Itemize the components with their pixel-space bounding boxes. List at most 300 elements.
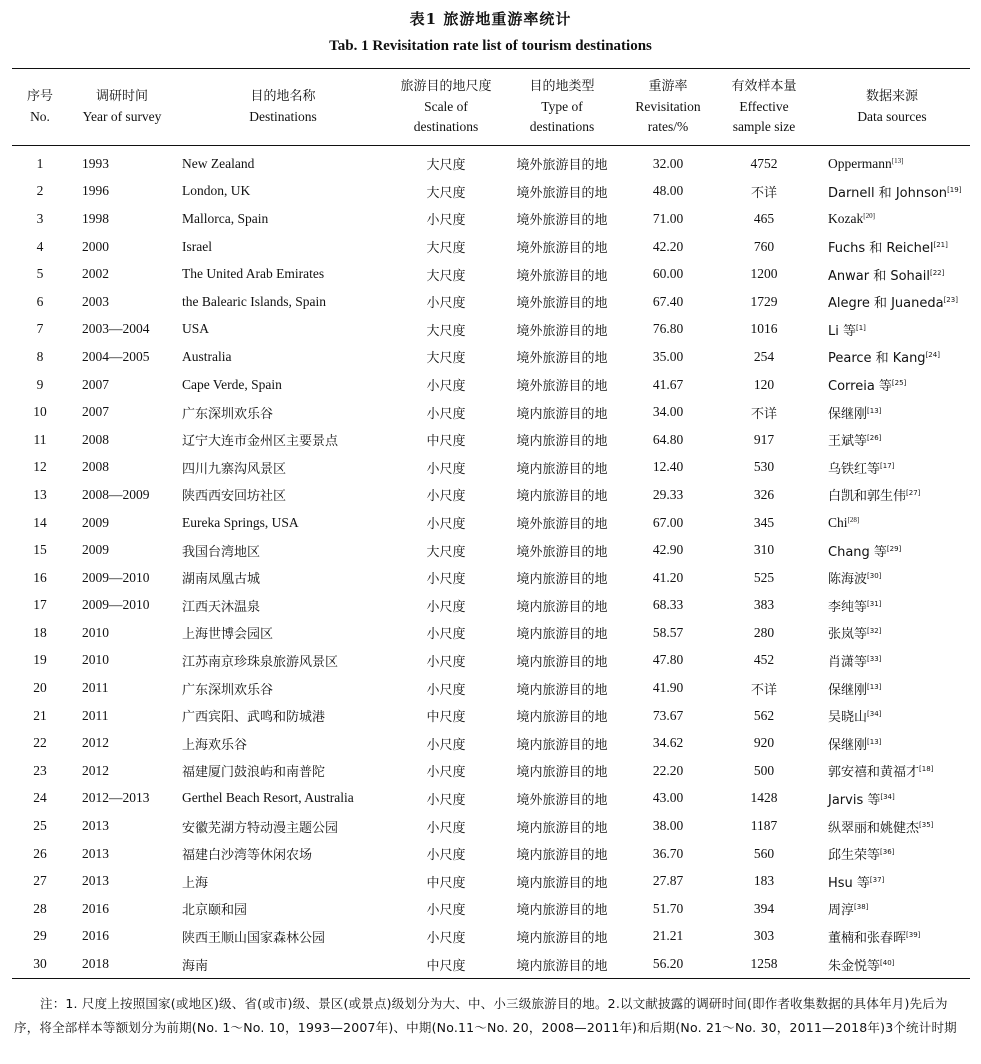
cell-type: 境内旅游目的地 xyxy=(516,820,608,836)
cell-type: 境内旅游目的地 xyxy=(516,489,608,505)
table-row xyxy=(12,288,970,316)
cell-year: 2008—2009 xyxy=(82,486,150,502)
cell-rate: 34.62 xyxy=(652,735,684,751)
cell-year: 2007 xyxy=(82,404,109,420)
cell-scale: 大尺度 xyxy=(426,241,466,257)
cell-year: 2000 xyxy=(82,238,109,254)
table-row xyxy=(12,702,970,730)
table-row xyxy=(12,619,970,647)
reference-marker: [39] xyxy=(906,930,921,939)
source-author: Correia 等 xyxy=(828,379,892,395)
cell-sample-size: 310 xyxy=(753,542,775,558)
source-author: 周淳 xyxy=(828,903,855,919)
source-author: Anwar 和 Sohail xyxy=(828,268,930,284)
cell-sample-size: 254 xyxy=(753,348,775,364)
cell-destination: 上海欢乐谷 xyxy=(182,737,248,753)
header-no: 序号 No. xyxy=(26,89,53,124)
cell-type: 境内旅游目的地 xyxy=(516,572,608,588)
cell-no: 11 xyxy=(33,431,47,447)
cell-year: 2008 xyxy=(82,459,109,475)
cell-data-source xyxy=(814,454,970,482)
cell-no: 29 xyxy=(33,928,47,944)
reference-marker: [24] xyxy=(925,351,940,360)
cell-type: 境外旅游目的地 xyxy=(516,323,608,339)
table-footnote: 注：1. 尺度上按照国家(或地区)级、省(或市)级、景区(或景点)级划分为大、中、小三级旅游目的地。2.以文献披露的调研时间(即作者收集数据的具体年月)先后为序，将全部样本等额划分为前期(No. 1～No. 10，1993—2007年)、中期(No.11～No. 20，2008—2011年)和后期(No. 21～No. 30，2011—2018年)3个统计时期 xyxy=(14,996,957,1035)
source-author: Li 等 xyxy=(828,323,856,339)
cell-rate: 27.87 xyxy=(652,873,684,889)
cell-rate: 41.67 xyxy=(652,376,684,392)
cell-destination: 上海世博会园区 xyxy=(182,627,274,643)
cell-rate: 41.90 xyxy=(652,680,684,696)
cell-scale: 大尺度 xyxy=(426,268,466,284)
cell-no: 25 xyxy=(33,818,47,834)
cell-year: 2016 xyxy=(82,900,109,916)
cell-data-source xyxy=(814,674,970,702)
cell-scale: 小尺度 xyxy=(426,461,466,477)
cell-data-source xyxy=(814,178,970,206)
cell-type: 境外旅游目的地 xyxy=(516,351,608,367)
cell-destination: 陕西西安回坊社区 xyxy=(182,489,287,505)
cell-no: 6 xyxy=(36,293,44,309)
table-row xyxy=(12,536,970,564)
cell-scale: 小尺度 xyxy=(426,213,466,229)
cell-scale: 中尺度 xyxy=(426,875,466,891)
cell-rate: 36.70 xyxy=(652,845,684,861)
table-row xyxy=(12,840,970,868)
cell-type: 境内旅游目的地 xyxy=(516,627,608,643)
reference-marker: [19] xyxy=(947,185,962,194)
cell-rate: 38.00 xyxy=(652,818,684,834)
cell-data-source xyxy=(814,343,970,371)
source-author: Jarvis 等 xyxy=(828,792,881,808)
source-author: Darnell 和 Johnson xyxy=(828,185,948,201)
table-row xyxy=(12,316,970,344)
cell-scale: 小尺度 xyxy=(426,517,466,533)
cell-rate: 21.21 xyxy=(652,928,684,944)
cell-year: 2018 xyxy=(82,956,109,972)
cell-rate: 73.67 xyxy=(652,707,684,723)
cell-sample-size: 1428 xyxy=(750,790,778,806)
cell-scale: 小尺度 xyxy=(426,296,466,312)
cell-year: 2004—2005 xyxy=(82,348,150,364)
cell-no: 10 xyxy=(33,404,47,420)
cell-type: 境内旅游目的地 xyxy=(516,654,608,670)
cell-no: 17 xyxy=(33,597,47,613)
cell-scale: 小尺度 xyxy=(426,682,466,698)
cell-sample-size: 452 xyxy=(753,652,775,668)
cell-no: 4 xyxy=(36,238,44,254)
reference-marker: [1] xyxy=(856,323,866,332)
reference-marker: [26] xyxy=(867,434,882,443)
cell-destination: 福建白沙湾等休闲农场 xyxy=(182,848,313,864)
cell-sample-size: 562 xyxy=(753,707,775,723)
reference-marker: [13] xyxy=(891,156,904,165)
cell-year: 2016 xyxy=(82,928,109,944)
cell-data-source xyxy=(814,371,970,399)
cell-rate: 51.70 xyxy=(652,900,684,916)
reference-marker: [13] xyxy=(867,406,882,415)
table-row xyxy=(12,757,970,785)
cell-destination: London, UK xyxy=(182,183,251,199)
cell-data-source xyxy=(814,757,970,785)
cell-destination: Mallorca, Spain xyxy=(182,210,269,226)
source-author: Kozak xyxy=(828,210,864,226)
reference-marker: [34] xyxy=(880,792,895,801)
cell-no: 12 xyxy=(33,459,47,475)
cell-type: 境内旅游目的地 xyxy=(516,848,608,864)
reference-marker: [22] xyxy=(929,268,945,277)
cell-sample-size: 不详 xyxy=(750,406,777,422)
cell-scale: 大尺度 xyxy=(426,351,466,367)
cell-rate: 68.33 xyxy=(652,597,684,613)
cell-data-source xyxy=(814,812,970,840)
cell-destination: Australia xyxy=(182,348,232,364)
cell-sample-size: 1258 xyxy=(750,956,778,972)
cell-type: 境内旅游目的地 xyxy=(516,710,608,726)
cell-data-source xyxy=(814,398,970,426)
cell-type: 境外旅游目的地 xyxy=(516,296,608,312)
cell-no: 18 xyxy=(33,624,47,640)
cell-year: 2011 xyxy=(82,680,109,696)
cell-rate: 67.00 xyxy=(652,514,684,530)
table-row xyxy=(12,426,970,454)
source-author: 保继刚 xyxy=(828,682,868,698)
cell-destination: USA xyxy=(182,321,210,337)
cell-type: 境内旅游目的地 xyxy=(516,958,608,974)
source-author: 保继刚 xyxy=(828,737,868,753)
cell-no: 7 xyxy=(36,321,44,337)
table-row xyxy=(12,146,970,178)
cell-type: 境内旅游目的地 xyxy=(516,406,608,422)
table-row xyxy=(12,674,970,702)
cell-destination: The United Arab Emirates xyxy=(182,266,325,282)
reference-marker: [27] xyxy=(906,489,921,498)
cell-type: 境外旅游目的地 xyxy=(516,792,608,808)
cell-no: 3 xyxy=(36,210,44,226)
cell-rate: 48.00 xyxy=(652,183,684,199)
cell-year: 2009—2010 xyxy=(82,569,150,585)
cell-type: 境外旅游目的地 xyxy=(516,268,608,284)
cell-scale: 中尺度 xyxy=(426,434,466,450)
source-author: 邱生荣等 xyxy=(828,848,881,864)
reference-marker: [21] xyxy=(933,241,948,250)
source-author: Alegre 和 Juaneda xyxy=(828,296,944,312)
source-author: Chi xyxy=(828,514,848,530)
cell-destination: Gerthel Beach Resort, Australia xyxy=(182,790,354,806)
table-body xyxy=(12,146,970,979)
source-author: Hsu 等 xyxy=(828,875,870,891)
cell-sample-size: 917 xyxy=(753,431,775,447)
header-type: 目的地类型 Type of destinations xyxy=(529,79,595,134)
cell-destination: 安徽芜湖方特动漫主题公园 xyxy=(182,820,339,836)
cell-sample-size: 525 xyxy=(753,569,775,585)
cell-rate: 42.20 xyxy=(652,238,684,254)
cell-rate: 12.40 xyxy=(652,459,684,475)
table-row xyxy=(12,785,970,813)
cell-rate: 22.20 xyxy=(652,762,684,778)
source-author: 肖潇等 xyxy=(828,654,868,670)
cell-sample-size: 920 xyxy=(753,735,775,751)
cell-data-source xyxy=(814,288,970,316)
cell-scale: 小尺度 xyxy=(426,489,466,505)
cell-scale: 小尺度 xyxy=(426,627,466,643)
cell-no: 16 xyxy=(33,569,47,585)
cell-scale: 中尺度 xyxy=(426,958,466,974)
cell-scale: 大尺度 xyxy=(426,185,466,201)
cell-data-source xyxy=(814,950,970,978)
cell-sample-size: 345 xyxy=(753,514,775,530)
cell-no: 5 xyxy=(36,266,44,282)
cell-sample-size: 500 xyxy=(753,762,775,778)
cell-type: 境外旅游目的地 xyxy=(516,544,608,560)
cell-no: 19 xyxy=(33,652,47,668)
cell-no: 30 xyxy=(33,956,47,972)
cell-sample-size: 1200 xyxy=(750,266,778,282)
cell-sample-size: 不详 xyxy=(750,682,777,698)
cell-rate: 76.80 xyxy=(652,321,684,337)
cell-destination: 江西天沐温泉 xyxy=(182,599,261,615)
cell-no: 28 xyxy=(33,900,47,916)
table-row xyxy=(12,371,970,399)
cell-type: 境内旅游目的地 xyxy=(516,461,608,477)
source-author: 吴晓山 xyxy=(828,710,868,726)
reference-marker: [35] xyxy=(919,820,934,829)
cell-year: 2012 xyxy=(82,735,109,751)
reference-marker: [13] xyxy=(867,682,882,691)
cell-year: 2010 xyxy=(82,652,109,668)
cell-year: 2013 xyxy=(82,845,109,861)
cell-destination: 陕西王顺山国家森林公园 xyxy=(182,930,326,946)
cell-destination: 江苏南京珍珠泉旅游风景区 xyxy=(182,654,339,670)
cell-data-source xyxy=(814,426,970,454)
cell-rate: 67.40 xyxy=(652,293,684,309)
cell-scale: 中尺度 xyxy=(426,710,466,726)
cell-data-source xyxy=(814,729,970,757)
cell-year: 1996 xyxy=(82,183,109,199)
cell-data-source xyxy=(814,895,970,923)
source-author: 郭安禧和黄福才 xyxy=(828,765,920,781)
cell-scale: 小尺度 xyxy=(426,599,466,615)
cell-data-source xyxy=(814,205,970,233)
cell-rate: 35.00 xyxy=(652,348,684,364)
cell-destination: 海南 xyxy=(182,958,209,974)
table-row xyxy=(12,178,970,206)
cell-destination: 我国台湾地区 xyxy=(182,544,261,560)
reference-marker: [33] xyxy=(867,654,882,663)
cell-year: 1993 xyxy=(82,155,109,171)
cell-no: 23 xyxy=(33,762,47,778)
cell-year: 2010 xyxy=(82,624,109,640)
table-row xyxy=(12,729,970,757)
cell-sample-size: 1729 xyxy=(750,293,778,309)
cell-scale: 小尺度 xyxy=(426,737,466,753)
table-row xyxy=(12,867,970,895)
cell-type: 境内旅游目的地 xyxy=(516,875,608,891)
cell-scale: 小尺度 xyxy=(426,406,466,422)
cell-destination: 广东深圳欢乐谷 xyxy=(182,406,274,422)
cell-year: 1998 xyxy=(82,210,109,226)
reference-marker: [28] xyxy=(847,515,860,524)
reference-marker: [37] xyxy=(869,875,885,884)
cell-data-source xyxy=(814,316,970,344)
cell-scale: 小尺度 xyxy=(426,792,466,808)
table-row xyxy=(12,923,970,951)
source-author: 李纯等 xyxy=(828,599,868,615)
cell-rate: 32.00 xyxy=(652,155,684,171)
table-row xyxy=(12,812,970,840)
cell-type: 境内旅游目的地 xyxy=(516,682,608,698)
cell-rate: 64.80 xyxy=(652,431,684,447)
header-data-source: 数据来源 Data sources xyxy=(857,89,927,124)
cell-type: 境内旅游目的地 xyxy=(516,737,608,753)
table-row xyxy=(12,592,970,620)
cell-data-source xyxy=(814,619,970,647)
cell-data-source xyxy=(814,923,970,951)
cell-data-source xyxy=(814,840,970,868)
source-author: 保继刚 xyxy=(828,406,868,422)
cell-destination: 四川九寨沟风景区 xyxy=(182,461,287,477)
cell-no: 15 xyxy=(33,542,47,558)
cell-scale: 大尺度 xyxy=(426,158,466,174)
source-author: Pearce 和 Kang xyxy=(828,351,926,367)
cell-rate: 42.90 xyxy=(652,542,684,558)
cell-destination: 辽宁大连市金州区主要景点 xyxy=(182,434,339,450)
cell-no: 13 xyxy=(33,486,47,502)
source-author: 董楠和张春晖 xyxy=(828,930,907,946)
header-sample-size: 有效样本量 Effective sample size xyxy=(731,79,797,134)
cell-destination: 广东深圳欢乐谷 xyxy=(182,682,274,698)
cell-no: 26 xyxy=(33,845,47,861)
reference-marker: [36] xyxy=(880,848,895,857)
cell-data-source xyxy=(814,785,970,813)
cell-type: 境外旅游目的地 xyxy=(516,241,608,257)
table-header-row xyxy=(12,69,970,146)
cell-sample-size: 394 xyxy=(753,900,775,916)
table-title-english: Tab. 1 Revisitation rate list of tourism destinations xyxy=(329,38,652,54)
table-row xyxy=(12,509,970,537)
table-title-chinese: 表1 旅游地重游率统计 xyxy=(409,10,572,28)
reference-marker: [20] xyxy=(863,211,875,220)
table-row xyxy=(12,647,970,675)
cell-sample-size: 183 xyxy=(753,873,775,889)
cell-year: 2009—2010 xyxy=(82,597,150,613)
cell-destination: New Zealand xyxy=(182,155,255,171)
cell-type: 境外旅游目的地 xyxy=(516,158,608,174)
cell-destination: 北京颐和园 xyxy=(182,903,248,919)
cell-sample-size: 4752 xyxy=(750,155,778,171)
table-row xyxy=(12,895,970,923)
cell-sample-size: 760 xyxy=(753,238,775,254)
cell-type: 境外旅游目的地 xyxy=(516,185,608,201)
reference-marker: [32] xyxy=(867,627,882,636)
cell-data-source xyxy=(814,233,970,261)
cell-year: 2013 xyxy=(82,873,109,889)
cell-type: 境内旅游目的地 xyxy=(516,765,608,781)
cell-scale: 小尺度 xyxy=(426,848,466,864)
cell-destination: Cape Verde, Spain xyxy=(182,376,282,392)
reference-marker: [40] xyxy=(880,958,895,967)
source-author: 白凯和郭生伟 xyxy=(828,489,907,505)
cell-scale: 大尺度 xyxy=(426,544,466,560)
cell-year: 2009 xyxy=(82,542,109,558)
source-author: Oppermann xyxy=(828,155,892,171)
reference-marker: [34] xyxy=(867,710,882,719)
cell-year: 2007 xyxy=(82,376,109,392)
cell-data-source xyxy=(814,536,970,564)
cell-data-source xyxy=(814,647,970,675)
source-author: 陈海波 xyxy=(828,572,868,588)
cell-no: 1 xyxy=(36,155,44,171)
cell-sample-size: 303 xyxy=(753,928,775,944)
cell-sample-size: 120 xyxy=(753,376,775,392)
table-row xyxy=(12,950,970,978)
cell-rate: 34.00 xyxy=(652,404,684,420)
table-row xyxy=(12,205,970,233)
reference-marker: [30] xyxy=(867,572,882,581)
cell-rate: 58.57 xyxy=(652,624,684,640)
source-author: 王斌等 xyxy=(828,434,868,450)
cell-data-source xyxy=(814,481,970,509)
table-row xyxy=(12,398,970,426)
cell-rate: 29.33 xyxy=(652,486,684,502)
table-row xyxy=(12,260,970,288)
cell-scale: 小尺度 xyxy=(426,379,466,395)
reference-marker: [13] xyxy=(867,737,882,746)
cell-sample-size: 530 xyxy=(753,459,775,475)
source-author: Chang 等 xyxy=(828,544,887,560)
cell-sample-size: 383 xyxy=(753,597,775,613)
reference-marker: [25] xyxy=(891,379,907,388)
reference-marker: [18] xyxy=(919,765,934,774)
reference-marker: [38] xyxy=(854,903,869,912)
cell-no: 14 xyxy=(33,514,47,530)
table-row xyxy=(12,481,970,509)
cell-destination: 福建厦门鼓浪屿和南普陀 xyxy=(182,765,326,781)
source-author: 张岚等 xyxy=(828,627,868,643)
cell-type: 境外旅游目的地 xyxy=(516,517,608,533)
cell-no: 8 xyxy=(36,348,44,364)
cell-sample-size: 280 xyxy=(753,624,775,640)
cell-data-source xyxy=(814,867,970,895)
cell-data-source xyxy=(814,592,970,620)
cell-type: 境内旅游目的地 xyxy=(516,434,608,450)
source-author: 乌铁红等 xyxy=(828,461,881,477)
cell-year: 2009 xyxy=(82,514,109,530)
revisitation-rate-table xyxy=(12,68,970,979)
cell-year: 2003—2004 xyxy=(82,321,150,337)
cell-rate: 41.20 xyxy=(652,569,684,585)
reference-marker: [31] xyxy=(867,599,882,608)
cell-destination: 广西宾阳、武鸣和防城港 xyxy=(182,710,326,726)
cell-rate: 56.20 xyxy=(652,956,684,972)
cell-destination: 湖南凤凰古城 xyxy=(182,572,261,588)
cell-scale: 小尺度 xyxy=(426,930,466,946)
cell-data-source xyxy=(814,146,970,178)
cell-data-source xyxy=(814,509,970,537)
cell-sample-size: 1016 xyxy=(750,321,778,337)
cell-rate: 43.00 xyxy=(652,790,684,806)
reference-marker: [29] xyxy=(886,544,902,553)
cell-rate: 47.80 xyxy=(652,652,684,668)
cell-year: 2012 xyxy=(82,762,109,778)
reference-marker: [17] xyxy=(880,461,895,470)
reference-marker: [23] xyxy=(943,296,958,305)
cell-year: 2002 xyxy=(82,266,109,282)
cell-scale: 小尺度 xyxy=(426,572,466,588)
cell-sample-size: 1187 xyxy=(750,818,778,834)
source-author: 朱金悦等 xyxy=(828,958,881,974)
cell-year: 2011 xyxy=(82,707,109,723)
